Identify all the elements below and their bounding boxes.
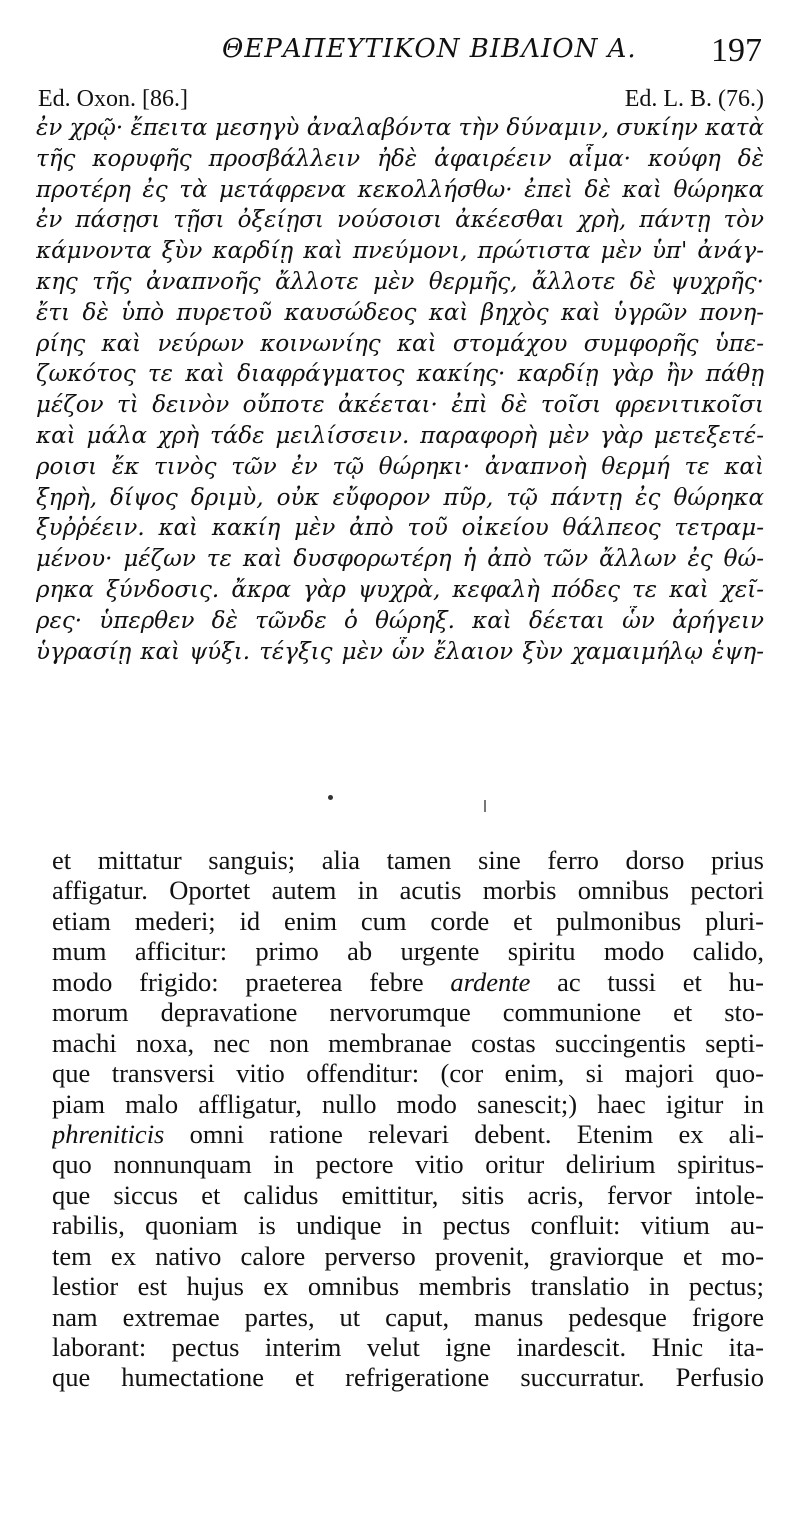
- latin-line: lestior est hujus ex omnibus membris translatio in pectus;: [52, 1271, 764, 1302]
- latin-line: nam extremae partes, ut caput, manus pedesque frigore: [52, 1301, 764, 1332]
- greek-line: καὶ μάλα χρὴ τάδε μειλίσσειν. παραφορὴ μὲν γὰρ μετεξετέ-: [36, 422, 764, 449]
- latin-line: quo nonnunquam in pectore vitio oritur delirium spiritus-: [52, 1149, 764, 1180]
- latin-line: machi noxa, nec non membranae costas succingentis septi-: [52, 1027, 764, 1058]
- greek-line: ἔτι δὲ ὑπὸ πυρετοῦ καυσώδεος καὶ βηχὸς καὶ ὑγρῶν πονη-: [36, 299, 764, 326]
- latin-line: etiam mederi; id enim cum corde et pulmonibus pluri-: [52, 905, 764, 936]
- latin-line: piam malo affligatur, nullo modo sanescit;) haec igitur in: [52, 1088, 764, 1119]
- latin-line: et mittatur sanguis; alia tamen sine ferro dorso prius: [52, 845, 764, 875]
- greek-line: ξυῤῥέειν. καὶ κακίη μὲν ἀπὸ τοῦ οἰκείου θάλπεος τετραμ-: [36, 515, 764, 542]
- page-number: 197: [711, 32, 762, 69]
- print-speck: [484, 800, 486, 812]
- greek-line: ἐν χρῷ· ἔπειτα μεσηγὺ ἀναλαβόντα τὴν δύναμιν, συκίην κατὰ: [36, 115, 764, 141]
- greek-line: ζωκότος τε καὶ διαφράγματος κακίης· καρδίῃ γὰρ ἢν πάθῃ: [36, 361, 764, 388]
- edition-references: [0, 86, 800, 114]
- greek-text-block: [36, 113, 764, 667]
- running-head: [0, 34, 800, 74]
- latin-line: que transversi vitio offenditur: (cor enim, si majori quo-: [52, 1058, 764, 1089]
- latin-line: laborant: pectus interim velut igne inardescit. Hnic ita-: [52, 1332, 764, 1362]
- greek-line: ρηκα ξύνδοσις. ἄκρα γὰρ ψυχρὰ, κεφαλὴ πόδες τε καὶ χεῖ-: [36, 576, 764, 603]
- running-title: ΘΕΡΑΠΕΥΤΙΚΟΝ ΒΙΒΛΙΟΝ Α.: [222, 34, 637, 64]
- latin-line: phreniticis omni ratione relevari debent. Etenim ex ali-: [52, 1118, 764, 1149]
- latin-line: tem ex nativo calore perverso provenit, graviorque et mo-: [52, 1240, 764, 1271]
- greek-line: ροισι ἔκ τινὸς τῶν ἐν τῷ θώρηκι· ἀναπνοὴ θερμή τε καὶ: [36, 453, 764, 480]
- greek-line: ρίης καὶ νεύρων κοινωνίης καὶ στομάχου συμφορῆς ὑπε-: [36, 330, 764, 357]
- greek-line: προτέρη ἐς τὰ μετάφρενα κεκολλήσθω· ἐπεὶ δὲ καὶ θώρηκα: [36, 176, 764, 203]
- latin-line: morum depravatione nervorumque communione et sto-: [52, 997, 764, 1028]
- greek-line: μένου· μέζων τε καὶ δυσφορωτέρη ἡ ἀπὸ τῶν ἄλλων ἐς θώ-: [36, 546, 764, 573]
- edition-oxon-ref: Ed. Oxon. [86.]: [38, 86, 188, 112]
- emphasis-word: phreniticis: [52, 1118, 165, 1149]
- latin-line: affigatur. Oportet autem in acutis morbis omnibus pectori: [52, 875, 764, 906]
- emphasis-word: ardente: [450, 966, 531, 997]
- latin-line: que siccus et calidus emittitur, sitis acris, fervor intole-: [52, 1179, 764, 1210]
- greek-line: ὑγρασίῃ καὶ ψύξι. τέγξις μὲν ὧν ἔλαιον ξὺν χαμαιμήλῳ ἑψη-: [36, 638, 764, 665]
- latin-translation-block: [52, 845, 764, 1393]
- greek-line: κάμνοντα ξὺν καρδίῃ καὶ πνεύμονι, πρώτιστα μὲν ὑπ' ἀνάγ-: [36, 238, 764, 265]
- latin-line: rabilis, quoniam is undique in pectus confluit: vitium au-: [52, 1210, 764, 1241]
- greek-line: τῆς κορυφῆς προσβάλλειν ἠδὲ ἀφαιρέειν αἷμα· κούφη δὲ: [36, 145, 764, 172]
- latin-line: modo frigido: praeterea febre ardente ac tussi et hu-: [52, 966, 764, 997]
- latin-line: que humectatione et refrigeratione succurratur. Perfusio: [52, 1362, 764, 1393]
- edition-lb-ref: Ed. L. B. (76.): [624, 86, 764, 112]
- latin-line: mum afficitur: primo ab urgente spiritu modo calido,: [52, 936, 764, 967]
- greek-line: ξηρὴ, δίψος δριμὺ, οὐκ εὔφορον πῦρ, τῷ πάντῃ ἐς θώρηκα: [36, 484, 764, 511]
- greek-line: κης τῆς ἀναπνοῆς ἄλλοτε μὲν θερμῆς, ἄλλοτε δὲ ψυχρῆς·: [36, 268, 764, 295]
- greek-line: ρες· ὑπερθεν δὲ τῶνδε ὁ θώρηξ. καὶ δέεται ὧν ἀρήγειν: [36, 607, 764, 634]
- print-speck: [328, 795, 333, 800]
- greek-line: μέζον τὶ δεινὸν οὔποτε ἀκέεται· ἐπὶ δὲ τοῖσι φρενιτικοῖσι: [36, 392, 764, 419]
- greek-line: ἐν πάσῃσι τῇσι ὀξείῃσι νούσοισι ἀκέεσθαι χρὴ, πάντῃ τὸν: [36, 207, 764, 234]
